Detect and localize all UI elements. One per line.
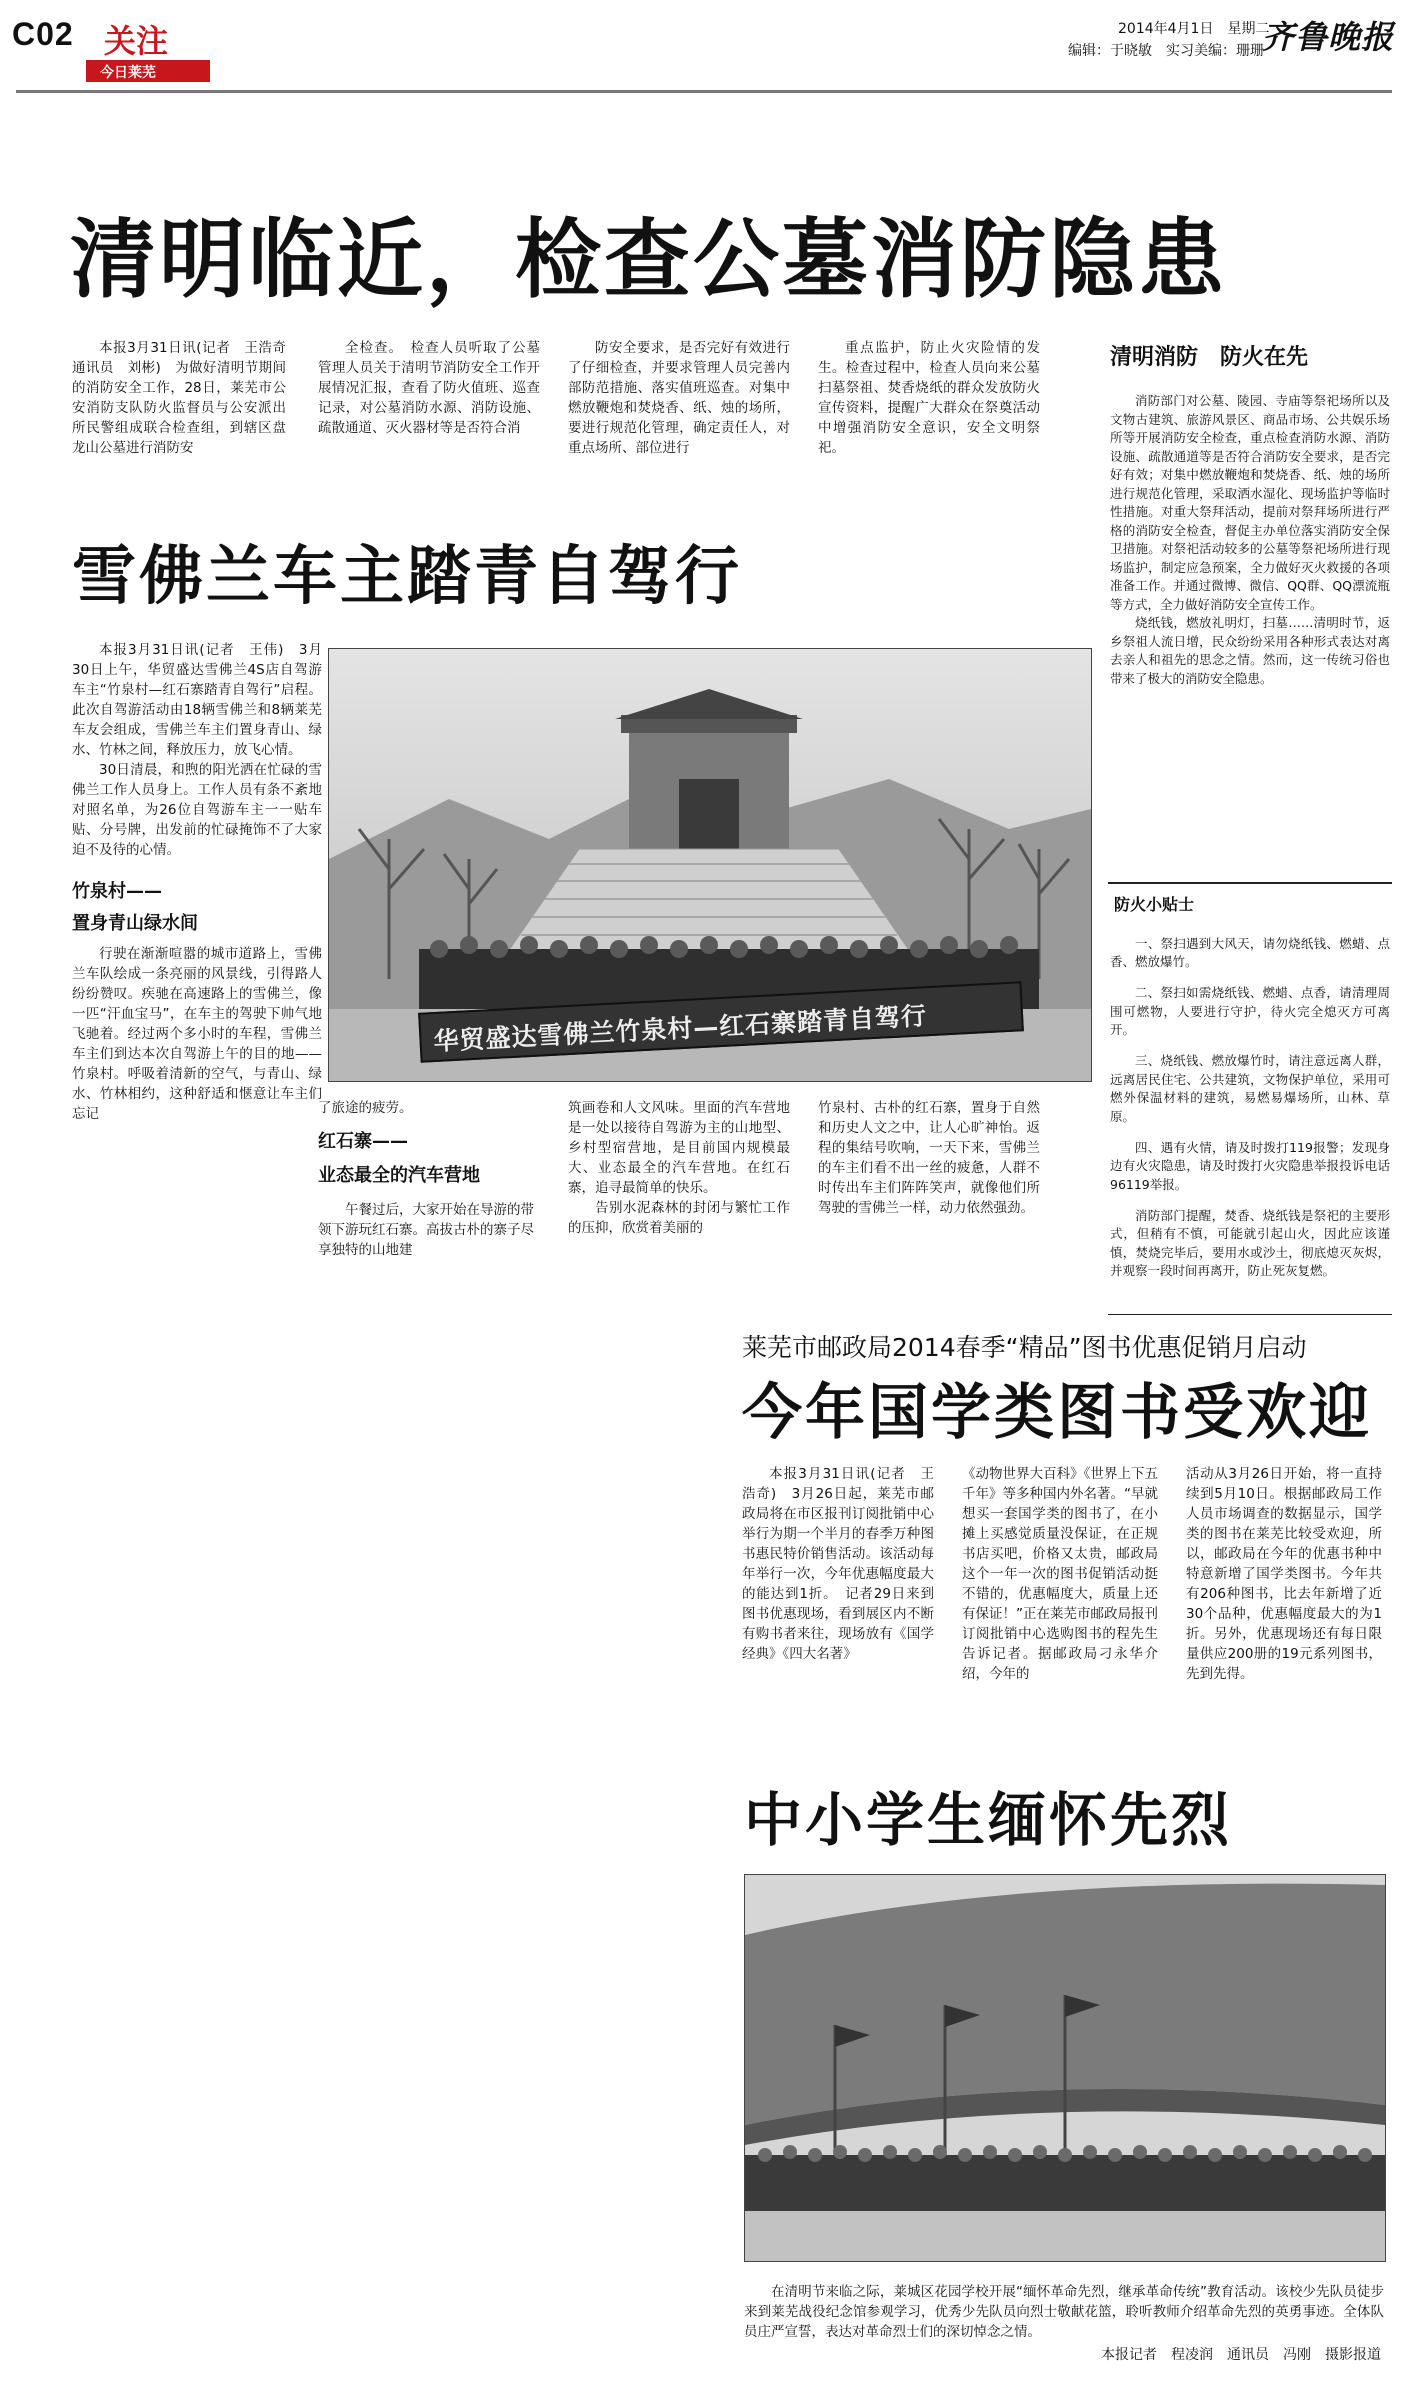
tips-para-5: 消防部门提醒，焚香、烧纸钱是祭祀的主要形式，但稍有不慎，可能就引起山火，因此应该谨慎，焚烧完毕后，要用水或沙土，彻底熄灭灰烬，并观察一段时间再离开，防止死灰复燃。	[1110, 1207, 1390, 1278]
masthead-logo: 齐鲁晚报	[1262, 18, 1395, 56]
sidebar-body	[1110, 392, 1390, 688]
article3-kicker: 莱芜市邮政局2014春季“精品”图书优惠促销月启动	[742, 1333, 1307, 1362]
article2-col3-para-1: 筑画卷和人文风味。里面的汽车营地是一处以接待自驾游为主的山地型、乡村型宿营地，是目前国内规模最大、业态最全的汽车营地。在红石寨，追寻最简单的快乐。	[568, 1100, 790, 1196]
article3-col-1	[742, 1464, 934, 1664]
article1-col-3-text: 防安全要求，是否完好有效进行了仔细检查，并要求管理人员完善内部防范措施、落实值班巡查。对集中燃放鞭炮和焚烧香、纸、烛的场所，要进行规范化管理，确定责任人，对重点场所、部位进行	[568, 340, 790, 456]
article1-col-1	[72, 338, 300, 458]
article2-col-3	[568, 1098, 790, 1238]
tips-body	[1110, 922, 1390, 1293]
tips-para-1: 一、祭扫遇到大风天，请勿烧纸钱、燃蜡、点香、燃放爆竹。	[1110, 935, 1390, 969]
page-header	[0, 0, 1409, 92]
article4-caption-text: 在清明节来临之际，莱城区花园学校开展“缅怀革命先烈，继承革命传统”教育活动。该校少先队员徒步来到莱芜战役纪念馆参观学习，优秀少先队员向烈士敬献花篮，聆听教师介绍革命先烈的英勇事迹。全体队员庄严宣誓，表达对革命烈士们的深切悼念之情。	[744, 2284, 1384, 2340]
subsection-name: 今日莱芜	[100, 65, 156, 81]
group-photo	[328, 648, 1092, 1082]
article4-credit: 本报记者 程凌润 通讯员 冯刚 摄影报道	[1101, 2347, 1381, 2363]
article2-left-para-3: 行驶在渐渐喧嚣的城市道路上，雪佛兰车队绘成一条亮丽的风景线，引得路人纷纷赞叹。疾驰在高速路上的雪佛兰，像一匹“汗血宝马”，在车主的驾驶下帅气地飞驰着。经过两个多小时的车程，雪佛兰车主们到达本次自驾游上午的目的地——竹泉村。呼吸着清新的空气，与青山、绿水、竹林相约，这种舒适和惬意让车主们忘记	[72, 946, 322, 1122]
article1-col-4-text: 重点监护，防止火灾险情的发生。检查过程中，检查人员向来公墓扫墓祭祖、焚香烧纸的群众发放防火宣传资料，提醒广大群众在祭奠活动中增强消防安全意识，安全文明祭祀。	[818, 340, 1040, 456]
header-rule	[16, 90, 1392, 93]
article1-col-3	[568, 338, 790, 458]
tips-title: 防火小贴士	[1114, 895, 1195, 914]
article2-col3-para-2: 告别水泥森林的封闭与繁忙工作的压抑，欣赏着美丽的	[568, 1200, 790, 1236]
article1-col-2	[318, 338, 540, 438]
sidebar-para-1: 消防部门对公墓、陵园、寺庙等祭祀场所以及文物古建筑、旅游风景区、商品市场、公共娱乐场所等开展消防安全检查，重点检查消防水源、消防设施、疏散通道等是否符合消防安全要求，是否完好有效；对集中燃放鞭炮和焚烧香、纸、烛的场所进行规范化管理，采取洒水湿化、现场监护等临时性措施。对重大祭拜活动，提前对祭拜场所进行严格的消防安全检查，督促主办单位落实消防安全保卫措施。对祭祀活动较多的公墓等祭祀场所进行现场监护，制定应急预案，全力做好灭火救援的各项准备工作。并通过微博、微信、QQ群、QQ漂流瓶等方式，全力做好消防安全宣传工作。	[1110, 393, 1390, 612]
article2-col-4	[818, 1098, 1040, 1218]
article2-sub1-title: 竹泉村——	[72, 881, 162, 902]
memorial-photo-illustration	[745, 1875, 1385, 2261]
article2-sub1-sub: 置身青山绿水间	[72, 913, 198, 934]
article1-col-1-text: 本报3月31日讯(记者 王浩奇 通讯员 刘彬) 为做好清明节期间的消防安全工作，28日，莱芜市公安消防支队防火监督员与公安派出所民警组成联合检查组，到辖区盘龙山公墓进行消防安	[72, 340, 300, 456]
article2-col2-top: 了旅途的疲劳。	[318, 1100, 413, 1116]
page-code: C02	[12, 16, 74, 52]
article2-left-para-1: 本报3月31日讯(记者 王伟) 3月30日上午，华贸盛达雪佛兰4S店自驾游车主“竹泉村—红石寨踏青自驾行”启程。此次自驾游活动由18辆雪佛兰和8辆莱芜车友会组成，雪佛兰车主们置身青山、绿水、竹林之间，释放压力，放飞心情。	[72, 642, 322, 758]
article2-col2-bottom: 午餐过后，大家开始在导游的带领下游玩红石寨。高拔古朴的寨子尽享独特的山地建	[318, 1202, 534, 1258]
memorial-photo	[744, 1874, 1386, 2262]
article2-col4-text: 竹泉村、古朴的红石寨，置身于自然和历史人文之中，让人心旷神怡。返程的集结号吹响，一天下来，雪佛兰的车主们看不出一丝的疲惫，人群不时传出车主们阵阵笑声，就像他们所驾驶的雪佛兰一样，动力依然强劲。	[818, 1100, 1040, 1216]
article3-col2-text: 《动物世界大百科》《世界上下五千年》等多种国内外名著。“早就想买一套国学类的图书了，在小摊上买感觉质量没保证，在正规书店买吧，价格又太贵，邮政局这个一年一次的图书促销活动挺不错的，优惠幅度大，质量上还有保证！”正在莱芜市邮政局报刊订阅批销中心选购图书的程先生告诉记者。据邮政局刁永华介绍，今年的	[962, 1466, 1158, 1682]
article1-col-4	[818, 338, 1040, 458]
article2-headline: 雪佛兰车主踏青自驾行	[72, 540, 742, 614]
article2-left-col	[72, 640, 322, 1124]
article1-col-2-text: 全检查。 检查人员听取了公墓管理人员关于清明节消防安全工作开展情况汇报，查看了防火值班、巡查记录，对公墓消防水源、消防设施、疏散通道、灭火器材等是否符合消	[318, 340, 540, 436]
article3-col1-text: 本报3月31日讯(记者 王浩奇) 3月26日起，莱芜市邮政局将在市区报刊订阅批销中心举行为期一个半月的春季万种图书惠民特价销售活动。该活动每年举行一次，今年优惠幅度最大的能达到1折。 记者29日来到图书优惠现场，看到展区内不断有购书者来往，现场放有《国学经典》《四大名著》	[742, 1466, 934, 1662]
article2-sub2-title: 红石寨——	[318, 1131, 408, 1152]
sidebar-title: 清明消防 防火在先	[1110, 345, 1309, 370]
tips-para-3: 三、烧纸钱、燃放爆竹时，请注意远离人群，远离居民住宅、公共建筑，文物保护单位，采用可燃外保温材料的建筑，易燃易爆场所，山林、草原。	[1110, 1053, 1390, 1124]
banner-text: 华贸盛达雪佛兰竹泉村—红石寨踏青自驾行	[432, 1001, 928, 1057]
article2-sub2-sub: 业态最全的汽车营地	[318, 1165, 480, 1186]
article2-left-para-2: 30日清晨，和煦的阳光洒在忙碌的雪佛兰工作人员身上。工作人员有条不紊地对照名单，为26位自驾游车主一一贴车贴、分号牌，出发前的忙碌掩饰不了大家迫不及待的心情。	[72, 762, 322, 858]
tips-para-2: 二、祭扫如需烧纸钱、燃蜡、点香，请清理周围可燃物，人要进行守护，待火完全熄灭方可离开。	[1110, 985, 1390, 1037]
article3-col-3	[1186, 1464, 1382, 1684]
article4-caption	[744, 2282, 1384, 2342]
article3-col3-text: 活动从3月26日开始，将一直持续到5月10日。根据邮政局工作人员市场调查的数据显示，国学类的图书在莱芜比较受欢迎，所以，邮政局在今年的优惠书种中特意新增了国学类图书。今年共有206种图书，比去年新增了近30个品种，优惠幅度最大的为1折。另外，优惠现场还有每日限量供应200册的19元系列图书，先到先得。	[1186, 1466, 1382, 1682]
subsection-bar	[86, 60, 210, 82]
sidebar-para-2: 烧纸钱，燃放礼明灯，扫墓……清明时节，返乡祭祖人流日增，民众纷纷采用各种形式表达对离去亲人和祖先的思念之情。然而，这一传统习俗也带来了极大的消防安全隐患。	[1110, 615, 1390, 686]
tips-para-4: 四、遇有火情，请及时拨打119报警；发现身边有火灾隐患，请及时拨打火灾隐患举报投诉电话96119举报。	[1110, 1139, 1390, 1192]
article3-col-2	[962, 1464, 1158, 1684]
article3-headline: 今年国学类图书受欢迎	[742, 1378, 1372, 1448]
article4-headline: 中小学生缅怀先烈	[744, 1786, 1233, 1854]
section-name: 关注	[104, 22, 169, 60]
article1-headline: 清明临近，检查公墓消防隐患	[70, 210, 1227, 310]
editor-credits: 编辑：于晓敏 实习美编：珊珊	[1068, 43, 1264, 59]
tips-box	[1108, 882, 1392, 1315]
article2-col-2	[318, 1098, 534, 1260]
issue-date: 2014年4月1日 星期二	[1118, 21, 1270, 37]
